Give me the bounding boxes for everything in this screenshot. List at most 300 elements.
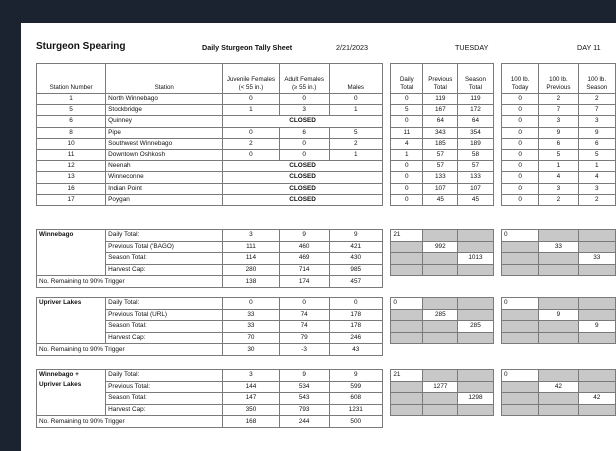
- lb100-season-cell: 2: [578, 194, 615, 205]
- shaded-cell: [539, 370, 578, 382]
- shaded-cell: [391, 332, 423, 344]
- summary-row: [37, 253, 616, 265]
- juvenile-cell: 70: [223, 332, 279, 344]
- adult-cell: 244: [279, 416, 329, 428]
- summary-title-cell: [37, 370, 106, 416]
- spacer-cell: [493, 381, 502, 393]
- adult-cell: 74: [279, 309, 329, 321]
- males-cell: 421: [329, 241, 382, 253]
- lb100-previous-cell: 3: [539, 116, 578, 127]
- previous-total-cell: 57: [423, 149, 458, 160]
- tally-sheet: [21, 23, 616, 451]
- males-cell: 43: [329, 344, 382, 356]
- males-cell: 9: [329, 370, 382, 382]
- adult-cell: 3: [279, 105, 329, 116]
- lb100-season-cell: 9: [578, 127, 615, 138]
- spacer-cell: [493, 161, 502, 172]
- season-total-cell: 45: [458, 194, 493, 205]
- shaded-cell: [458, 230, 493, 242]
- shaded-cell: [539, 253, 578, 265]
- previous-total-cell: 992: [423, 241, 458, 253]
- summary-row: [37, 264, 616, 276]
- spacer-cell: [382, 381, 391, 393]
- males-cell: 178: [329, 321, 382, 333]
- season-total-cell: 57: [458, 161, 493, 172]
- juvenile-cell: 144: [223, 381, 279, 393]
- shaded-cell: [458, 381, 493, 393]
- closed-cell: CLOSED: [223, 194, 383, 205]
- shaded-cell: [502, 321, 539, 333]
- lb100-previous-cell: 4: [539, 172, 578, 183]
- lb100-previous-cell: 1: [539, 161, 578, 172]
- juvenile-cell: 0: [223, 94, 279, 105]
- summary-row: [37, 298, 616, 310]
- juvenile-cell: 3: [223, 370, 279, 382]
- juvenile-cell: 0: [223, 298, 279, 310]
- lb100-today-cell: 0: [502, 172, 539, 183]
- station-number-cell: 16: [37, 183, 106, 194]
- summary-table: [36, 229, 616, 288]
- table-row: [37, 138, 616, 149]
- juvenile-cell: 111: [223, 241, 279, 253]
- summary-label-cell: Harvest Cap:: [106, 404, 223, 416]
- spacer-cell: [382, 309, 391, 321]
- daily-total-cell: 0: [391, 298, 423, 310]
- lb100-season-cell: 5: [578, 149, 615, 160]
- adult-cell: 460: [279, 241, 329, 253]
- shaded-cell: [391, 381, 423, 393]
- previous-total-cell: 285: [423, 309, 458, 321]
- sheet-subtitle: Daily Sturgeon Tally Sheet: [202, 43, 293, 52]
- summary-title-cell: [37, 230, 106, 276]
- previous-total-cell: 45: [423, 194, 458, 205]
- table-row: [37, 194, 616, 205]
- summary-row: [37, 230, 616, 242]
- table-row: [37, 183, 616, 194]
- adult-cell: 534: [279, 381, 329, 393]
- shaded-cell: [578, 309, 615, 321]
- daily-total-cell: 0: [391, 183, 423, 194]
- lb100-previous-cell: 9: [539, 309, 578, 321]
- spacer-cell: [493, 370, 502, 382]
- lb100-today-cell: 0: [502, 127, 539, 138]
- remaining-label-cell: No. Remaining to 90% Trigger: [37, 344, 223, 356]
- males-cell: 457: [329, 276, 382, 288]
- previous-total-cell: 343: [423, 127, 458, 138]
- shaded-cell: [502, 332, 539, 344]
- shaded-cell: [423, 393, 458, 405]
- spacer-cell: [493, 149, 502, 160]
- spacer-cell: [493, 138, 502, 149]
- shaded-cell: [423, 321, 458, 333]
- lb100-today-cell: 0: [502, 370, 539, 382]
- station-name-cell: Pipe: [106, 127, 223, 138]
- previous-total-cell: 133: [423, 172, 458, 183]
- adult-cell: 714: [279, 264, 329, 276]
- juvenile-cell: 0: [223, 127, 279, 138]
- season-total-cell: 172: [458, 105, 493, 116]
- shaded-cell: [458, 309, 493, 321]
- males-cell: 2: [329, 138, 382, 149]
- spacer-cell: [493, 172, 502, 183]
- juvenile-cell: 30: [223, 344, 279, 356]
- spacer-cell: [493, 194, 502, 205]
- spacer-cell: [493, 321, 502, 333]
- shaded-cell: [391, 309, 423, 321]
- shaded-cell: [423, 370, 458, 382]
- summary-row: [37, 370, 616, 382]
- males-cell: 178: [329, 309, 382, 321]
- season-total-cell: 189: [458, 138, 493, 149]
- adult-cell: 174: [279, 276, 329, 288]
- shaded-cell: [458, 298, 493, 310]
- lb100-today-cell: 0: [502, 94, 539, 105]
- adult-cell: 0: [279, 94, 329, 105]
- lb100-season-cell: 9: [578, 321, 615, 333]
- spacer-cell: [382, 172, 391, 183]
- season-total-cell: 58: [458, 149, 493, 160]
- shaded-cell: [578, 298, 615, 310]
- page-title: Sturgeon Spearing: [36, 41, 126, 52]
- shaded-cell: [423, 404, 458, 416]
- spacer-cell: [382, 94, 391, 105]
- spacer-cell: [493, 264, 502, 276]
- spacer-cell: [382, 64, 391, 94]
- daily-total-cell: 21: [391, 370, 423, 382]
- daily-total-cell: 0: [391, 116, 423, 127]
- col-header-daily-total: Daily Total: [391, 64, 423, 94]
- shaded-cell: [423, 264, 458, 276]
- shaded-cell: [458, 404, 493, 416]
- summary-row: [37, 404, 616, 416]
- spacer-cell: [382, 404, 391, 416]
- spacer-cell: [493, 298, 502, 310]
- lb100-season-cell: 42: [578, 393, 615, 405]
- summary-label-cell: Daily Total:: [106, 230, 223, 242]
- lb100-season-cell: 4: [578, 172, 615, 183]
- spacer-cell: [382, 370, 391, 382]
- previous-total-cell: 119: [423, 94, 458, 105]
- shaded-cell: [539, 264, 578, 276]
- shaded-cell: [458, 264, 493, 276]
- season-total-cell: 119: [458, 94, 493, 105]
- summary-label-cell: Season Total:: [106, 253, 223, 265]
- summary-label-cell: Daily Total:: [106, 298, 223, 310]
- males-cell: 9: [329, 230, 382, 242]
- previous-total-cell: 167: [423, 105, 458, 116]
- station-number-cell: 17: [37, 194, 106, 205]
- lb100-today-cell: 0: [502, 138, 539, 149]
- season-total-cell: 64: [458, 116, 493, 127]
- juvenile-cell: 33: [223, 309, 279, 321]
- spacer-cell: [382, 298, 391, 310]
- summary-row: [37, 241, 616, 253]
- closed-cell: CLOSED: [223, 116, 383, 127]
- males-cell: 0: [329, 94, 382, 105]
- lb100-previous-cell: 33: [539, 241, 578, 253]
- shaded-cell: [423, 230, 458, 242]
- previous-total-cell: 1277: [423, 381, 458, 393]
- spacer-cell: [493, 116, 502, 127]
- juvenile-cell: 350: [223, 404, 279, 416]
- lb100-today-cell: 0: [502, 161, 539, 172]
- col-header-100lb-season: 100 lb. Season: [578, 64, 615, 94]
- spacer-cell: [382, 264, 391, 276]
- summary-title-line2: Upriver Lakes: [39, 381, 82, 388]
- males-cell: 1231: [329, 404, 382, 416]
- spacer-cell: [382, 241, 391, 253]
- adult-cell: 79: [279, 332, 329, 344]
- station-rows: [37, 94, 616, 206]
- table-header-row: [37, 64, 616, 94]
- males-cell: 430: [329, 253, 382, 265]
- spacer-cell: [382, 138, 391, 149]
- shaded-cell: [578, 264, 615, 276]
- spacer-cell: [382, 183, 391, 194]
- season-total-cell: 1013: [458, 253, 493, 265]
- shaded-cell: [539, 321, 578, 333]
- station-number-cell: 6: [37, 116, 106, 127]
- summary-row: [37, 393, 616, 405]
- lb100-today-cell: 0: [502, 105, 539, 116]
- sheet-weekday: TUESDAY: [455, 43, 489, 52]
- summary-row: [37, 309, 616, 321]
- spacer-cell: [493, 393, 502, 405]
- juvenile-cell: 138: [223, 276, 279, 288]
- table-row: [37, 161, 616, 172]
- shaded-cell: [391, 393, 423, 405]
- spacer-cell: [382, 230, 391, 242]
- season-total-cell: 285: [458, 321, 493, 333]
- males-cell: 608: [329, 393, 382, 405]
- lb100-today-cell: 0: [502, 194, 539, 205]
- station-number-cell: 10: [37, 138, 106, 149]
- season-total-cell: 1298: [458, 393, 493, 405]
- lb100-season-cell: 3: [578, 116, 615, 127]
- shaded-cell: [391, 264, 423, 276]
- daily-total-cell: 11: [391, 127, 423, 138]
- summary-label-cell: Season Total:: [106, 393, 223, 405]
- station-name-cell: Downtown Oshkosh: [106, 149, 223, 160]
- summary-title-cell: [37, 298, 106, 344]
- adult-cell: 9: [279, 230, 329, 242]
- spacer-cell: [493, 230, 502, 242]
- shaded-cell: [578, 241, 615, 253]
- summary-label-cell: Season Total:: [106, 321, 223, 333]
- males-cell: 246: [329, 332, 382, 344]
- shaded-cell: [539, 298, 578, 310]
- spacer-cell: [493, 94, 502, 105]
- shaded-cell: [539, 404, 578, 416]
- daily-total-cell: 0: [391, 172, 423, 183]
- shaded-cell: [423, 298, 458, 310]
- summary-title: Winnebago +: [39, 371, 79, 378]
- station-name-cell: Poygan: [106, 194, 223, 205]
- spacer-cell: [382, 149, 391, 160]
- lb100-previous-cell: 7: [539, 105, 578, 116]
- summary-title: Upriver Lakes: [39, 299, 82, 306]
- shaded-cell: [578, 370, 615, 382]
- lb100-season-cell: 33: [578, 253, 615, 265]
- shaded-cell: [502, 404, 539, 416]
- juvenile-cell: 2: [223, 138, 279, 149]
- summary-label-cell: Previous Total:: [106, 381, 223, 393]
- spacer-cell: [493, 241, 502, 253]
- adult-cell: -3: [279, 344, 329, 356]
- previous-total-cell: 107: [423, 183, 458, 194]
- summary-label-cell: Daily Total:: [106, 370, 223, 382]
- shaded-cell: [391, 241, 423, 253]
- station-name-cell: Southwest Winnebago: [106, 138, 223, 149]
- males-cell: 985: [329, 264, 382, 276]
- shaded-cell: [539, 230, 578, 242]
- col-header-adult: Adult Females (≥ 55 in.): [279, 64, 329, 94]
- lb100-previous-cell: 3: [539, 183, 578, 194]
- spacer-cell: [382, 127, 391, 138]
- col-header-males: Males: [329, 64, 382, 94]
- males-cell: 599: [329, 381, 382, 393]
- col-header-station-number: Station Number: [37, 64, 106, 94]
- juvenile-cell: 33: [223, 321, 279, 333]
- station-name-cell: Stockbridge: [106, 105, 223, 116]
- shaded-cell: [458, 332, 493, 344]
- station-name-cell: Winneconne: [106, 172, 223, 183]
- season-total-cell: 107: [458, 183, 493, 194]
- shaded-cell: [423, 332, 458, 344]
- daily-total-cell: 4: [391, 138, 423, 149]
- summary-remaining-row: [37, 416, 616, 428]
- adult-cell: 0: [279, 138, 329, 149]
- summary-table: [36, 297, 616, 356]
- spacer-cell: [493, 404, 502, 416]
- summary-row: [37, 332, 616, 344]
- daily-total-cell: 21: [391, 230, 423, 242]
- juvenile-cell: 147: [223, 393, 279, 405]
- previous-total-cell: 57: [423, 161, 458, 172]
- table-row: [37, 172, 616, 183]
- spacer-cell: [493, 183, 502, 194]
- col-header-previous-total: Previous Total: [423, 64, 458, 94]
- adult-cell: 0: [279, 149, 329, 160]
- spacer-cell: [382, 253, 391, 265]
- summary-label-cell: Harvest Cap:: [106, 264, 223, 276]
- station-name-cell: Quinney: [106, 116, 223, 127]
- previous-total-cell: 185: [423, 138, 458, 149]
- shaded-cell: [502, 381, 539, 393]
- sheet-date: 2/21/2023: [336, 43, 368, 52]
- adult-cell: 543: [279, 393, 329, 405]
- lb100-season-cell: 6: [578, 138, 615, 149]
- spacer-cell: [382, 105, 391, 116]
- lb100-today-cell: 0: [502, 230, 539, 242]
- summary-table: [36, 369, 616, 428]
- col-header-100lb-today: 100 lb. Today: [502, 64, 539, 94]
- shaded-cell: [423, 253, 458, 265]
- shaded-cell: [539, 332, 578, 344]
- daily-total-cell: 5: [391, 105, 423, 116]
- station-number-cell: 13: [37, 172, 106, 183]
- spacer-cell: [382, 116, 391, 127]
- spacer-cell: [493, 64, 502, 94]
- table-row: [37, 127, 616, 138]
- adult-cell: 793: [279, 404, 329, 416]
- males-cell: 1: [329, 149, 382, 160]
- col-header-station: Station: [106, 64, 223, 94]
- shaded-cell: [391, 404, 423, 416]
- shaded-cell: [539, 393, 578, 405]
- station-table: [36, 63, 616, 206]
- lb100-previous-cell: 42: [539, 381, 578, 393]
- shaded-cell: [578, 332, 615, 344]
- closed-cell: CLOSED: [223, 161, 383, 172]
- station-name-cell: North Winnebago: [106, 94, 223, 105]
- previous-total-cell: 64: [423, 116, 458, 127]
- shaded-cell: [391, 253, 423, 265]
- juvenile-cell: 1: [223, 105, 279, 116]
- spacer-cell: [382, 321, 391, 333]
- lb100-previous-cell: 6: [539, 138, 578, 149]
- males-cell: 1: [329, 105, 382, 116]
- juvenile-cell: 114: [223, 253, 279, 265]
- table-row: [37, 149, 616, 160]
- table-row: [37, 105, 616, 116]
- spacer-cell: [493, 253, 502, 265]
- col-header-season-total: Season Total: [458, 64, 493, 94]
- adult-cell: 6: [279, 127, 329, 138]
- juvenile-cell: 280: [223, 264, 279, 276]
- spacer-cell: [382, 194, 391, 205]
- shaded-cell: [502, 264, 539, 276]
- station-number-cell: 5: [37, 105, 106, 116]
- spacer-cell: [493, 309, 502, 321]
- summary-title: Winnebago: [39, 231, 74, 238]
- remaining-label-cell: No. Remaining to 90% Trigger: [37, 416, 223, 428]
- lb100-today-cell: 0: [502, 183, 539, 194]
- shaded-cell: [391, 321, 423, 333]
- summary-row: [37, 321, 616, 333]
- shaded-cell: [458, 370, 493, 382]
- juvenile-cell: 3: [223, 230, 279, 242]
- shaded-cell: [458, 241, 493, 253]
- closed-cell: CLOSED: [223, 183, 383, 194]
- males-cell: 0: [329, 298, 382, 310]
- lb100-previous-cell: 5: [539, 149, 578, 160]
- summary-label-cell: Harvest Cap:: [106, 332, 223, 344]
- sheet-day: DAY 11: [577, 43, 601, 52]
- juvenile-cell: 0: [223, 149, 279, 160]
- lb100-today-cell: 0: [502, 149, 539, 160]
- station-number-cell: 1: [37, 94, 106, 105]
- summary-row: [37, 381, 616, 393]
- lb100-previous-cell: 2: [539, 94, 578, 105]
- table-row: [37, 116, 616, 127]
- summary-label-cell: Previous Total ('BAGO): [106, 241, 223, 253]
- remaining-label-cell: No. Remaining to 90% Trigger: [37, 276, 223, 288]
- adult-cell: 0: [279, 298, 329, 310]
- season-total-cell: 354: [458, 127, 493, 138]
- daily-total-cell: 0: [391, 94, 423, 105]
- col-header-juvenile: Juvenile Females (< 55 in.): [223, 64, 279, 94]
- shaded-cell: [502, 393, 539, 405]
- station-number-cell: 12: [37, 161, 106, 172]
- shaded-cell: [578, 404, 615, 416]
- adult-cell: 74: [279, 321, 329, 333]
- closed-cell: CLOSED: [223, 172, 383, 183]
- daily-total-cell: 1: [391, 149, 423, 160]
- station-name-cell: Indian Point: [106, 183, 223, 194]
- males-cell: 500: [329, 416, 382, 428]
- daily-total-cell: 0: [391, 161, 423, 172]
